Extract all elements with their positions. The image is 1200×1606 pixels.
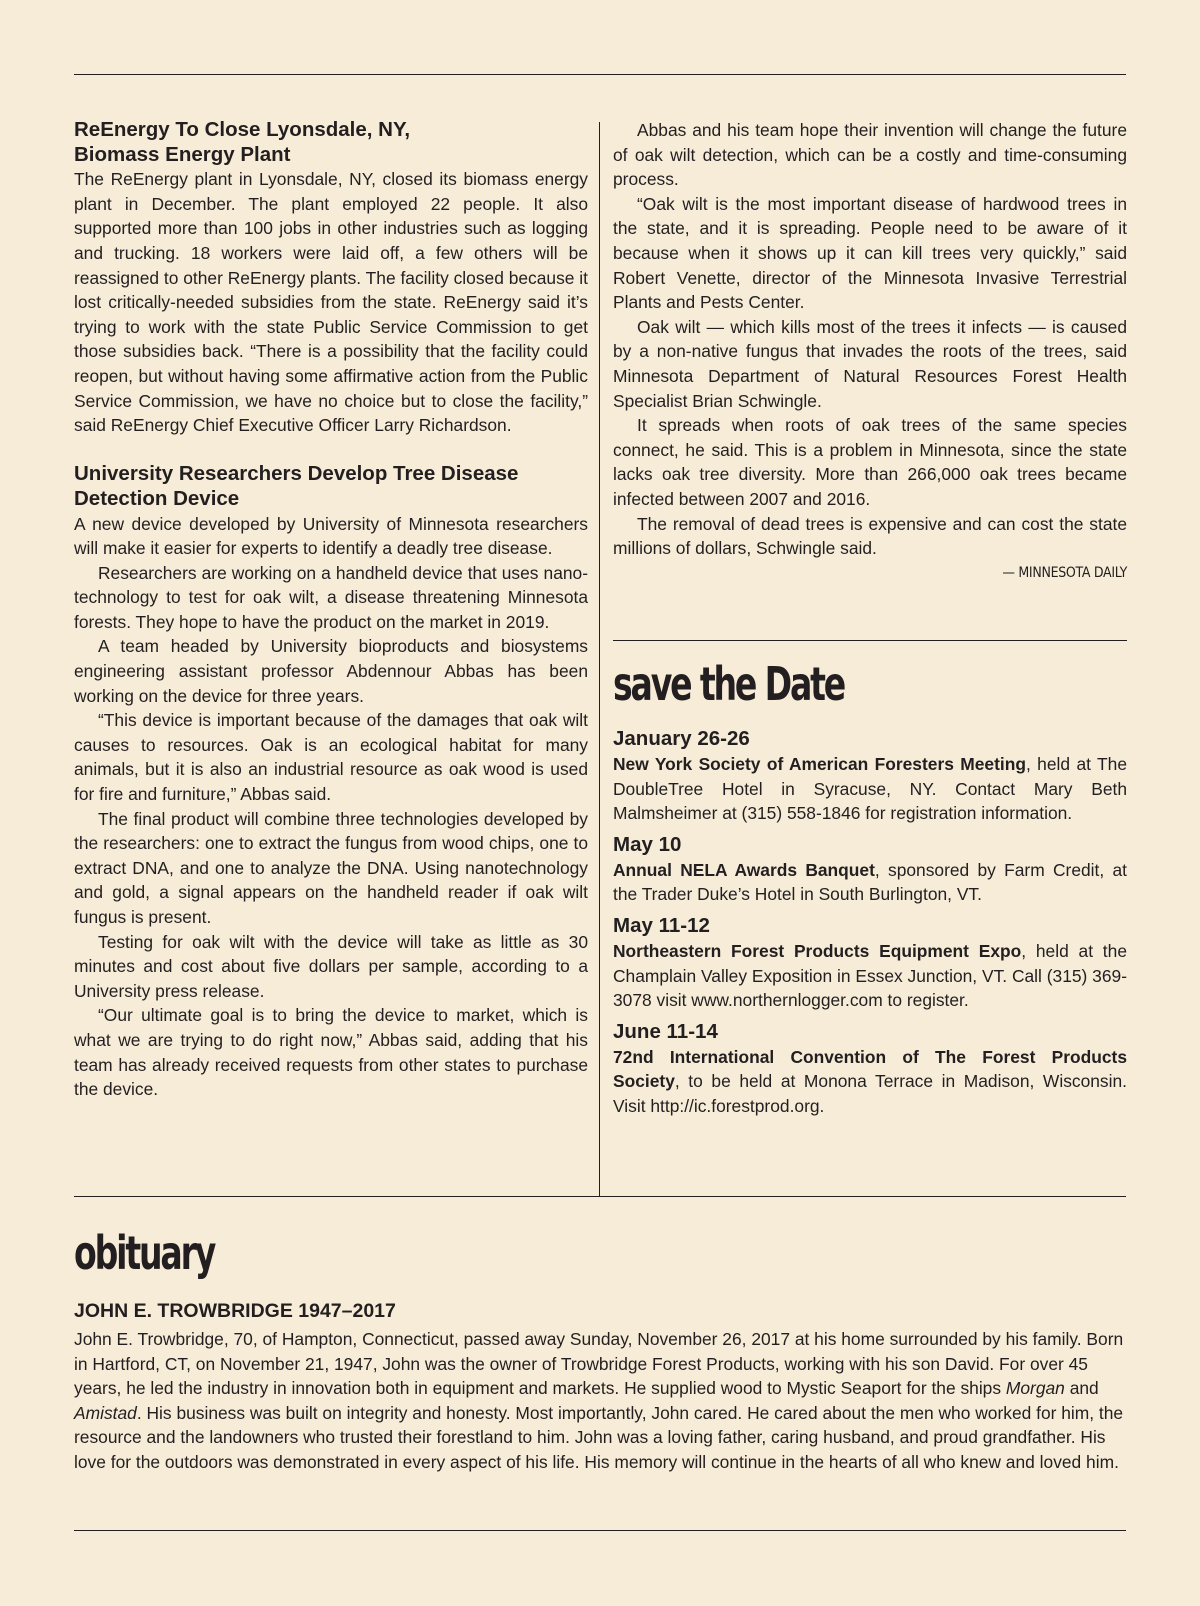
article-device-paragraph: Oak wilt — which kills most of the trees it infects — is caused by a non-native fungus that invades the roots of the trees, said Minnesota Department of Natural Resources Forest Health Specialist Brian Schwingle.: [613, 316, 1127, 411]
obituary-text: . His business was built on integrity and honesty. Most importantly, John cared. He cared about the men who worked for him, the resource and the landowners who trusted their forestland to him. John was a loving father, caring husband, and proud grandfather. His love for the outdoors was demonstrated in every aspect of his life. His memory will continue in the hearts of all who knew and loved him.: [74, 1402, 1124, 1472]
event-item: [613, 832, 1127, 907]
top-rule: [74, 74, 1126, 75]
event-name: New York Society of American Foresters Meeting: [613, 754, 1026, 774]
event-item: [613, 913, 1127, 1013]
event-name: 72nd International Convention of The Forest Products Society: [613, 1046, 1127, 1092]
event-details: , to be held at Monona Terrace in Madison, Wisconsin. Visit http://ic.forestprod.org.: [613, 1071, 1127, 1116]
obituary-text: John E. Trowbridge, 70, of Hampton, Connecticut, passed away Sunday, November 26, 2017 at his home surrounded by his family. Born in Hartford, CT, on November 21, 1947, John was the owner of Trowbridge Forest Products, working with his son David. For over 45 years, he led the industry in innovation both in equipment and markets. He supplied wood to Mystic Seaport for the ships: [74, 1329, 1124, 1399]
event-description: [613, 1045, 1127, 1119]
obituary-text: and: [1064, 1378, 1099, 1399]
event-date: June 11-14: [613, 1019, 718, 1043]
article-device-paragraph: A team headed by University bioproducts and biosystems engineering assistant professor Abdennour Abbas has been working on the device for three years.: [74, 636, 588, 706]
section-rule: [613, 640, 1127, 641]
article-device-paragraph: The removal of dead trees is expensive and can cost the state millions of dollars, Schwingle said.: [613, 513, 1127, 559]
event-description: [613, 858, 1127, 907]
event-description: [613, 939, 1127, 1013]
event-description: [613, 752, 1127, 826]
event-item: [613, 1019, 1127, 1119]
article-device-paragraph: “This device is important because of the damages that oak wilt causes to resources. Oak is an ecological habitat for many animals, but it is also an industrial resource as oak wood is used for fire and furniture,” Abbas said.: [74, 710, 588, 805]
mid-rule: [74, 1196, 1126, 1197]
article-device-paragraph: Abbas and his team hope their invention will change the future of oak wilt detection, which can be a costly and time-consuming process.: [613, 120, 1127, 190]
article-reenergy-title: ReEnergy To Close Lyonsdale, NY, Biomass Energy Plant: [74, 118, 411, 166]
left-column: [74, 118, 588, 1102]
article-device-paragraph: It spreads when roots of oak trees of the same species connect, he said. This is a problem in Minnesota, since the state lacks oak tree diversity. More than 266,000 oak trees became infected between 2007 and 2016.: [613, 415, 1127, 509]
ship-name: Amistad: [74, 1402, 137, 1423]
right-column: [613, 118, 1127, 585]
article-credit: — MINNESOTA DAILY: [1002, 564, 1127, 581]
article-device-paragraph: A new device developed by University of Minnesota researchers will make it easier for experts to identify a deadly tree disease.: [74, 513, 588, 559]
event-details: , held at the Champlain Valley Exposition in Essex Junction, VT. Call (315) 369-3078 visit www.northernlogger.com to register.: [613, 940, 1127, 1011]
save-the-date-title: save the Date: [613, 657, 845, 711]
article-device-paragraph: Testing for oak wilt with the device will take as little as 30 minutes and cost about five dollars per sample, according to a University press release.: [74, 931, 588, 1001]
event-date: May 11-12: [613, 913, 710, 937]
event-name: Northeastern Forest Products Equipment Expo: [613, 940, 1022, 961]
event-details: , sponsored by Farm Credit, at the Trader Duke’s Hotel in South Burlington, VT.: [613, 859, 1127, 905]
article-device-paragraph: Researchers are working on a handheld device that uses nano-technology to test for oak wilt, a disease threatening Minnesota forests. They hope to have the product on the market in 2019.: [74, 562, 588, 632]
obituary-body: [74, 1327, 1126, 1475]
event-item: [613, 726, 1127, 826]
article-device-paragraph: “Our ultimate goal is to bring the device to market, which is what we are trying to do right now,” Abbas said, adding that his team has already received requests from other states to purchase the device.: [74, 1005, 588, 1100]
event-name: Annual NELA Awards Banquet: [613, 859, 875, 880]
event-date: January 26-26: [613, 727, 750, 750]
article-device-title: University Researchers Develop Tree Disease Detection Device: [74, 462, 519, 510]
obituary-title: obituary: [74, 1226, 215, 1280]
ship-name: Morgan: [1005, 1378, 1065, 1399]
save-the-date-section: [613, 656, 1127, 1119]
article-reenergy-body: The ReEnergy plant in Lyonsdale, NY, closed its biomass energy plant in December. The plant employed 22 people. It also supported more than 100 jobs in other industries such as logging and trucking. 18 workers were laid off, a few others will be reassigned to other ReEnergy plants. The facility closed because it lost critically-needed subsidies from the state. ReEnergy said it’s trying to work with the state Public Service Commission to get those subsidies back. “There is a possibility that the facility could reopen, but without having some affirmative action from the Public Service Commission, we have no choice but to close the facility,” said ReEnergy Chief Executive Officer Larry Richardson.: [74, 169, 588, 436]
article-device-paragraph: “Oak wilt is the most important disease of hardwood trees in the state, and it is spreading. People need to be aware of it because when it shows up it can kill trees very quickly,” said Robert Venette, director of the Minnesota Invasive Terrestrial Plants and Pests Center.: [613, 193, 1127, 313]
event-date: May 10: [613, 832, 682, 856]
article-device-paragraph: The final product will combine three technologies developed by the researchers: one to extract the fungus from wood chips, one to extract DNA, and one to analyze the DNA. Using nanotechnology and gold, a signal appears on the handheld reader if oak wilt fungus is present.: [74, 808, 588, 927]
event-details: , held at The DoubleTree Hotel in Syracuse, NY. Contact Mary Beth Malmsheimer at (315) 558-1846 for registration information.: [613, 754, 1127, 824]
column-divider: [599, 122, 600, 1196]
obituary-name: JOHN E. TROWBRIDGE 1947–2017: [74, 1300, 396, 1322]
bottom-rule: [74, 1530, 1126, 1531]
